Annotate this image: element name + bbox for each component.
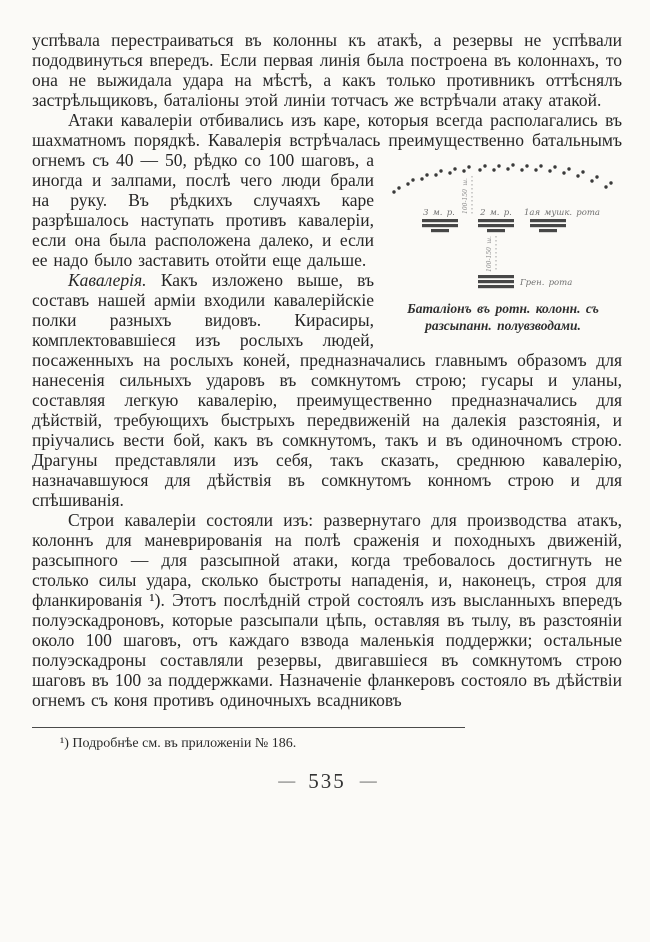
page-number-dash-left: — [278, 771, 295, 790]
battalion-figure [384, 156, 622, 334]
company-2-column [478, 219, 514, 232]
paragraph-2-before-figure: Атаки кавалеріи отбивались изъ каре, которыя всегда располагались въ шахматномъ порядкѣ. Кавалерія встрѣчалась преимущественно батальнымъ огнемъ съ 40 — 50, рѣдко со 100 шаговъ, [32, 110, 622, 170]
paragraph-3-text: Какъ изложено выше, въ составъ нашей арміи входили кавалерійскіе полки разныхъ видовъ. Кирасиры, комплектовавшіеся изъ рослыхъ людей, посаженныхъ на рослыхъ коней, предназначались главнымъ образомъ для нанесенія сильныхъ ударовъ въ сомкнутомъ строю; гусары и уланы, составляя легкую кавалерію, преимущественно предназначались для дѣйствій, требующихъ быстрыхъ передвиженій на далекія разстоянія, и пріучались вести бой, какъ въ сомкнутомъ, такъ и въ одиночномъ строю. Драгуны представляли изъ себя, такъ сказать, среднюю кавалерію, назначавшуюся для дѣйствія въ сомкнутомъ конномъ строю и для спѣшиванія. [32, 270, 622, 510]
paragraph-1: успѣвала перестраиваться въ колонны къ атакѣ, а резервы не успѣвали пододвинуться впередъ. Если первая линія была построена въ колоннахъ, то она не выжидала удара на мѣстѣ, а какъ только противникъ оттѣснялъ застрѣльщиковъ, баталіоны этой линіи тотчасъ же встрѣчали атаку атакой. [32, 30, 622, 110]
footnote-separator [32, 727, 465, 728]
grenadier-label: Грен. рота [520, 278, 573, 288]
company-1-label: 1ая мушк. рота [523, 208, 601, 218]
footnote: ¹) Подробнѣе см. въ приложеніи № 186. [60, 736, 297, 751]
distance-label-bottom: 100-150 ш. [486, 236, 493, 272]
company-3-label: 3 м. р. [423, 208, 455, 218]
company-1-column [530, 219, 566, 232]
paragraph-4: Строи кавалеріи состояли изъ: развернутаго для производства атакъ, колоннъ для маневрированія на полѣ сраженія и походныхъ движеній, разсыпного — для разсыпной атаки, когда требовалось достигнуть не столько силы удара, сколько быстроты нападенія, и, наконецъ, строя для фланкированія ¹). Этотъ послѣдній строй состоялъ изъ высланныхъ впередъ полуэскадроновъ, которые разсыпали цѣпь, оставляя въ тылу, въ разстояніи около 100 шаговъ, отъ каждаго взвода маленькія поддержки; остальные полуэскадроны составляли резервы, двигавшіеся въ сомкнутомъ строю шаговъ въ 100 за поддержками. Назначеніе фланкеровъ состояло въ дѣйствіи огнемъ съ коня противъ одиночныхъ всадниковъ [32, 510, 622, 710]
paragraph-3-leadin: Кавалерія. [68, 270, 147, 290]
battalion-diagram-drawing [384, 156, 622, 296]
page-number-value: 535 [308, 769, 346, 793]
skirmisher-dots [392, 163, 612, 193]
paragraph-2-after-figure: а иногда и залпами, послѣ чего люди брали на руку. Въ рѣдкихъ случаяхъ каре разрѣшалось наступать противъ кавалеріи, если она была расположена далеко, и если ее надо было заставить отойти еще дальше. [32, 150, 374, 270]
body-text [32, 30, 622, 710]
page-number [32, 771, 622, 791]
company-2-label: 2 м. р. [480, 208, 512, 218]
distance-label-top: 100-150 ш. [462, 178, 469, 214]
figure-caption: Баталіонъ въ ротн. колонн. съ разсыпанн. полувзводами. [407, 301, 599, 333]
paragraph-2 [32, 110, 622, 333]
page-number-dash-right: — [359, 771, 376, 790]
grenadier-column [478, 275, 514, 288]
company-3-column [422, 219, 458, 232]
